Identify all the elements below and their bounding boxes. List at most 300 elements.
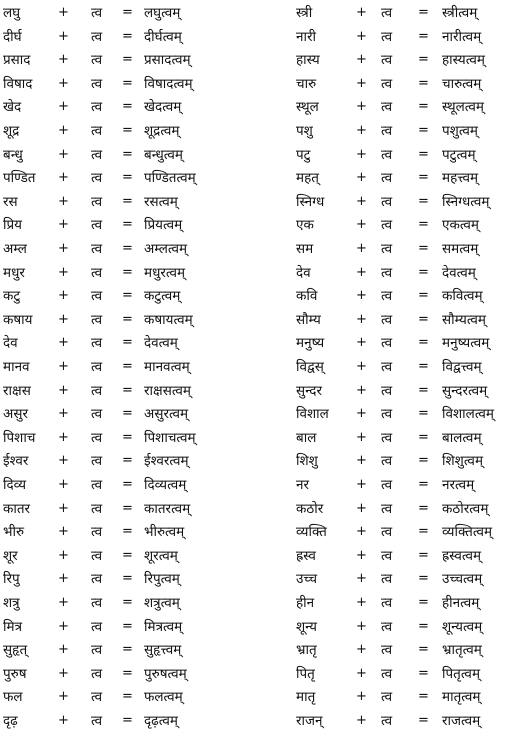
left-suffix: त्व [91, 170, 103, 187]
table-row [0, 25, 512, 49]
left-base-word: कटु [3, 288, 21, 305]
right-suffix: त्व [381, 311, 393, 328]
right-base-word: शिशु [296, 453, 318, 470]
right-result-word: नरत्वम् [442, 477, 475, 493]
left-result-word: असुरत्वम् [144, 406, 189, 423]
table-row [0, 72, 512, 96]
left-plus-sign: + [58, 28, 69, 44]
table-row [0, 190, 512, 214]
right-base-word: ह्रस्व [296, 547, 316, 564]
left-result-word: फलत्वम् [144, 689, 183, 706]
right-plus-sign: + [356, 52, 367, 68]
left-equals-sign: = [122, 453, 133, 469]
left-plus-sign: + [58, 665, 69, 681]
right-plus-sign: + [356, 217, 367, 233]
table-row [0, 284, 512, 308]
right-suffix: त्व [381, 642, 393, 659]
left-equals-sign: = [122, 52, 133, 68]
right-equals-sign: = [418, 359, 429, 374]
left-base-word: अम्ल [3, 241, 27, 257]
right-plus-sign: + [356, 264, 367, 280]
right-equals-sign: = [418, 5, 429, 20]
left-result-word: कातरत्वम् [144, 500, 191, 517]
left-result-word: शत्रुत्वम् [144, 595, 180, 611]
right-result-word: राजत्वम् [442, 713, 481, 729]
right-result-word: स्थूलत्वम् [442, 99, 484, 116]
left-suffix: त्व [91, 713, 103, 729]
right-equals-sign: = [418, 406, 429, 422]
left-plus-sign: + [58, 477, 69, 492]
table-row [0, 615, 512, 639]
right-suffix: त्व [381, 406, 393, 423]
left-suffix: त्व [91, 382, 103, 399]
left-equals-sign: = [122, 311, 133, 327]
left-result-word: कषायत्वम् [144, 311, 193, 328]
left-result-word: बन्धुत्वम् [144, 146, 183, 163]
right-plus-sign: + [356, 335, 367, 351]
left-suffix: त्व [91, 264, 103, 281]
left-result-word: खेदत्वम् [144, 99, 182, 116]
right-plus-sign: + [356, 241, 367, 256]
left-result-word: रिपुत्वम् [144, 571, 180, 588]
right-result-word: मातृत्वम् [442, 689, 481, 706]
right-result-word: हीनत्वम् [442, 595, 480, 611]
left-suffix: त्व [91, 453, 103, 470]
left-suffix: त्व [91, 359, 103, 375]
right-plus-sign: + [356, 193, 367, 209]
left-base-word: कषाय [3, 311, 33, 328]
left-suffix: त्व [91, 28, 103, 45]
left-base-word: शूद्र [3, 123, 20, 139]
left-result-word: प्रियत्वम् [144, 217, 183, 234]
left-base-word: प्रिय [3, 217, 23, 234]
left-equals-sign: = [122, 618, 133, 634]
right-suffix: त्व [381, 288, 393, 305]
left-result-word: पण्डितत्वम् [144, 170, 196, 187]
right-suffix: त्व [381, 75, 393, 92]
right-result-word: ह्रस्वत्वम् [442, 547, 482, 564]
left-plus-sign: + [58, 713, 69, 728]
left-equals-sign: = [122, 382, 133, 398]
left-equals-sign: = [122, 28, 133, 44]
right-plus-sign: + [356, 595, 367, 610]
left-suffix: त्व [91, 99, 103, 116]
right-plus-sign: + [356, 311, 367, 327]
right-base-word: देव [296, 264, 311, 281]
right-suffix: त्व [381, 547, 393, 564]
left-suffix: त्व [91, 311, 103, 328]
left-equals-sign: = [122, 595, 133, 610]
right-equals-sign: = [418, 713, 429, 728]
left-plus-sign: + [58, 311, 69, 327]
left-suffix: त्व [91, 406, 103, 423]
right-suffix: त्व [381, 429, 393, 446]
left-equals-sign: = [122, 75, 133, 91]
right-result-word: सुन्दरत्वम् [442, 382, 488, 399]
left-plus-sign: + [58, 241, 69, 256]
right-suffix: त्व [381, 571, 393, 588]
left-result-word: राक्षसत्वम् [144, 382, 191, 399]
right-base-word: मातृ [296, 689, 316, 706]
right-equals-sign: = [418, 618, 429, 634]
right-result-word: विशालत्वम् [442, 406, 494, 423]
left-result-word: दृढ़त्वम् [144, 713, 178, 729]
left-plus-sign: + [58, 99, 69, 115]
right-suffix: त्व [381, 382, 393, 399]
right-equals-sign: = [418, 595, 429, 610]
left-suffix: त्व [91, 477, 103, 493]
right-equals-sign: = [418, 571, 429, 587]
left-equals-sign: = [122, 193, 133, 209]
right-plus-sign: + [356, 477, 367, 492]
right-base-word: स्निग्ध [296, 193, 325, 210]
right-equals-sign: = [418, 665, 429, 681]
right-result-word: हास्यत्वम् [442, 52, 485, 69]
right-suffix: त्व [381, 359, 393, 375]
table-row [0, 473, 512, 497]
right-suffix: त्व [381, 170, 393, 187]
left-suffix: त्व [91, 5, 103, 21]
table-row [0, 308, 512, 332]
right-equals-sign: = [418, 146, 429, 162]
left-base-word: कातर [3, 500, 31, 517]
left-base-word: मित्र [3, 618, 23, 635]
left-plus-sign: + [58, 170, 69, 186]
right-equals-sign: = [418, 75, 429, 91]
table-row [0, 638, 512, 662]
table-row [0, 497, 512, 521]
left-result-word: दीर्घत्वम् [144, 28, 182, 45]
right-plus-sign: + [356, 382, 367, 398]
left-equals-sign: = [122, 123, 133, 138]
left-result-word: देवत्वम् [144, 335, 178, 352]
left-suffix: त्व [91, 335, 103, 352]
left-suffix: त्व [91, 429, 103, 446]
left-plus-sign: + [58, 524, 69, 540]
right-plus-sign: + [356, 713, 367, 728]
right-result-word: स्त्रीत्वम् [442, 5, 478, 21]
right-suffix: त्व [381, 28, 393, 45]
right-equals-sign: = [418, 335, 429, 351]
left-result-word: लघुत्वम् [144, 5, 181, 21]
left-equals-sign: = [122, 429, 133, 445]
left-result-word: पुरुषत्वम् [144, 665, 187, 682]
right-base-word: नारी [296, 28, 317, 45]
left-suffix: त्व [91, 146, 103, 163]
left-equals-sign: = [122, 477, 133, 492]
right-base-word: कठोर [296, 500, 324, 517]
left-equals-sign: = [122, 713, 133, 728]
right-result-word: व्यक्तित्वम् [442, 524, 493, 541]
right-suffix: त्व [381, 99, 393, 116]
right-suffix: त्व [381, 146, 393, 163]
right-base-word: स्थूल [296, 99, 319, 116]
left-plus-sign: + [58, 689, 69, 705]
right-plus-sign: + [356, 642, 367, 658]
right-suffix: त्व [381, 193, 393, 210]
right-base-word: पितृ [296, 665, 315, 682]
left-suffix: त्व [91, 52, 103, 69]
left-equals-sign: = [122, 288, 133, 304]
left-plus-sign: + [58, 595, 69, 610]
table-row [0, 520, 512, 544]
left-plus-sign: + [58, 382, 69, 398]
right-base-word: बाल [296, 429, 317, 446]
left-result-word: पिशाचत्वम् [144, 429, 196, 446]
table-row [0, 591, 512, 615]
table-row [0, 426, 512, 450]
right-result-word: विद्वत्त्वम् [442, 359, 482, 375]
right-suffix: त्व [381, 665, 393, 682]
left-equals-sign: = [122, 642, 133, 658]
right-suffix: त्व [381, 217, 393, 234]
left-equals-sign: = [122, 406, 133, 422]
right-result-word: स्निग्धत्वम् [442, 193, 490, 210]
left-equals-sign: = [122, 547, 133, 563]
left-base-word: बन्धु [3, 146, 23, 163]
left-base-word: असुर [3, 406, 28, 423]
left-plus-sign: + [58, 335, 69, 351]
right-plus-sign: + [356, 665, 367, 681]
left-result-word: दिव्यत्वम् [144, 477, 187, 493]
left-plus-sign: + [58, 618, 69, 634]
left-plus-sign: + [58, 5, 69, 20]
right-base-word: हास्य [296, 52, 320, 69]
right-suffix: त्व [381, 453, 393, 470]
table-row [0, 567, 512, 591]
right-base-word: चारु [296, 75, 317, 92]
right-base-word: स्त्री [296, 5, 313, 21]
right-base-word: नर [296, 477, 310, 493]
right-suffix: त्व [381, 264, 393, 281]
left-suffix: त्व [91, 75, 103, 92]
right-equals-sign: = [418, 477, 429, 492]
right-suffix: त्व [381, 524, 393, 541]
left-equals-sign: = [122, 146, 133, 162]
right-plus-sign: + [356, 288, 367, 304]
left-suffix: त्व [91, 524, 103, 541]
table-row [0, 119, 512, 143]
right-base-word: सौम्य [296, 311, 321, 328]
left-base-word: दीर्घ [3, 28, 22, 45]
right-plus-sign: + [356, 571, 367, 587]
table-row [0, 402, 512, 426]
right-plus-sign: + [356, 524, 367, 540]
table-row [0, 685, 512, 709]
right-equals-sign: = [418, 52, 429, 68]
left-base-word: राक्षस [3, 382, 31, 399]
table-row [0, 261, 512, 285]
right-base-word: राजन् [296, 713, 323, 729]
right-result-word: चारुत्वम् [442, 75, 482, 92]
left-suffix: त्व [91, 288, 103, 305]
left-suffix: त्व [91, 595, 103, 611]
right-base-word: हीन [296, 595, 315, 611]
left-plus-sign: + [58, 359, 69, 374]
right-result-word: पटुत्वम् [442, 146, 476, 163]
left-result-word: मानवत्वम् [144, 359, 190, 375]
right-equals-sign: = [418, 453, 429, 469]
table-row [0, 95, 512, 119]
right-result-word: समत्वम् [442, 241, 479, 257]
suffix-table [0, 1, 512, 734]
left-plus-sign: + [58, 146, 69, 162]
table-row [0, 166, 512, 190]
right-base-word: शून्य [296, 618, 317, 635]
left-result-word: सुहृत्त्वम् [144, 642, 182, 659]
table-row [0, 355, 512, 379]
table-row [0, 449, 512, 473]
right-base-word: उच्च [296, 571, 318, 588]
right-result-word: शून्यत्वम् [442, 618, 483, 635]
left-result-word: कटुत्वम् [144, 288, 181, 305]
left-result-word: शूद्रत्वम् [144, 123, 180, 139]
left-base-word: देव [3, 335, 18, 352]
left-base-word: प्रसाद [3, 52, 31, 69]
left-result-word: ईश्वरत्वम् [144, 453, 189, 470]
right-plus-sign: + [356, 146, 367, 162]
left-result-word: विषादत्वम् [144, 75, 193, 92]
right-result-word: भ्रातृत्वम् [442, 642, 482, 659]
left-result-word: मधुरत्वम् [144, 264, 186, 281]
right-base-word: कवि [296, 288, 318, 305]
right-result-word: कवित्वम् [442, 288, 483, 305]
left-suffix: त्व [91, 571, 103, 588]
left-plus-sign: + [58, 571, 69, 587]
left-result-word: भीरुत्वम् [144, 524, 185, 541]
right-base-word: सुन्दर [296, 382, 322, 399]
left-equals-sign: = [122, 264, 133, 280]
right-plus-sign: + [356, 123, 367, 138]
left-plus-sign: + [58, 453, 69, 469]
left-base-word: भीरु [3, 524, 25, 541]
right-equals-sign: = [418, 311, 429, 327]
right-result-word: बालत्वम् [442, 429, 482, 446]
table-row [0, 709, 512, 733]
left-equals-sign: = [122, 217, 133, 233]
right-equals-sign: = [418, 28, 429, 44]
left-suffix: त्व [91, 217, 103, 234]
right-base-word: एक [296, 217, 314, 234]
left-plus-sign: + [58, 500, 69, 516]
left-equals-sign: = [122, 571, 133, 587]
left-result-word: प्रसादत्वम् [144, 52, 191, 69]
right-base-word: पशु [296, 123, 313, 139]
right-suffix: त्व [381, 123, 393, 139]
right-base-word: पटु [296, 146, 311, 163]
right-base-word: मनुष्य [296, 335, 325, 352]
right-result-word: मनुष्यत्वम् [442, 335, 490, 352]
right-plus-sign: + [356, 500, 367, 516]
left-base-word: विषाद [3, 75, 33, 92]
left-plus-sign: + [58, 429, 69, 445]
left-plus-sign: + [58, 406, 69, 422]
right-equals-sign: = [418, 123, 429, 138]
right-base-word: विद्वस् [296, 359, 324, 375]
left-base-word: मानव [3, 359, 30, 375]
left-result-word: अम्लत्वम् [144, 241, 188, 257]
left-equals-sign: = [122, 500, 133, 516]
table-row [0, 331, 512, 355]
left-base-word: फल [3, 689, 23, 706]
left-result-word: शूरत्वम् [144, 547, 178, 564]
left-suffix: त्व [91, 642, 103, 659]
right-equals-sign: = [418, 217, 429, 233]
right-plus-sign: + [356, 99, 367, 115]
right-equals-sign: = [418, 241, 429, 256]
table-row [0, 544, 512, 568]
left-plus-sign: + [58, 75, 69, 91]
left-base-word: पिशाच [3, 429, 36, 446]
left-suffix: त्व [91, 665, 103, 682]
right-result-word: पितृत्वम् [442, 665, 481, 682]
left-equals-sign: = [122, 689, 133, 705]
right-plus-sign: + [356, 5, 367, 20]
right-plus-sign: + [356, 359, 367, 374]
left-base-word: दृढ़ [3, 713, 18, 729]
right-suffix: त्व [381, 689, 393, 706]
left-base-word: दिव्य [3, 477, 27, 493]
table-row [0, 379, 512, 403]
left-suffix: त्व [91, 500, 103, 517]
left-suffix: त्व [91, 689, 103, 706]
right-result-word: महत्त्वम् [442, 170, 479, 187]
right-plus-sign: + [356, 406, 367, 422]
left-plus-sign: + [58, 193, 69, 209]
right-plus-sign: + [356, 618, 367, 634]
left-base-word: रस [3, 193, 18, 210]
right-equals-sign: = [418, 193, 429, 209]
right-equals-sign: = [418, 429, 429, 445]
table-row [0, 143, 512, 167]
table-row [0, 237, 512, 261]
table-row [0, 213, 512, 237]
right-equals-sign: = [418, 170, 429, 186]
left-suffix: त्व [91, 123, 103, 139]
right-equals-sign: = [418, 288, 429, 304]
right-result-word: शिशुत्वम् [442, 453, 484, 470]
right-suffix: त्व [381, 52, 393, 69]
left-suffix: त्व [91, 241, 103, 257]
table-row [0, 662, 512, 686]
right-result-word: एकत्वम् [442, 217, 479, 234]
left-base-word: रिपु [3, 571, 20, 588]
right-equals-sign: = [418, 382, 429, 398]
left-equals-sign: = [122, 524, 133, 540]
left-result-word: रसत्वम् [144, 193, 178, 210]
left-plus-sign: + [58, 288, 69, 304]
left-equals-sign: = [122, 335, 133, 351]
right-suffix: त्व [381, 713, 393, 729]
left-plus-sign: + [58, 52, 69, 68]
right-plus-sign: + [356, 75, 367, 91]
left-equals-sign: = [122, 99, 133, 115]
right-suffix: त्व [381, 595, 393, 611]
right-base-word: सम [296, 241, 314, 257]
left-equals-sign: = [122, 359, 133, 374]
left-base-word: ईश्वर [3, 453, 29, 470]
right-equals-sign: = [418, 264, 429, 280]
left-suffix: त्व [91, 193, 103, 210]
left-base-word: लघु [3, 5, 21, 21]
right-plus-sign: + [356, 429, 367, 445]
left-suffix: त्व [91, 618, 103, 635]
right-plus-sign: + [356, 28, 367, 44]
right-suffix: त्व [381, 477, 393, 493]
left-equals-sign: = [122, 5, 133, 20]
right-suffix: त्व [381, 335, 393, 352]
left-plus-sign: + [58, 217, 69, 233]
